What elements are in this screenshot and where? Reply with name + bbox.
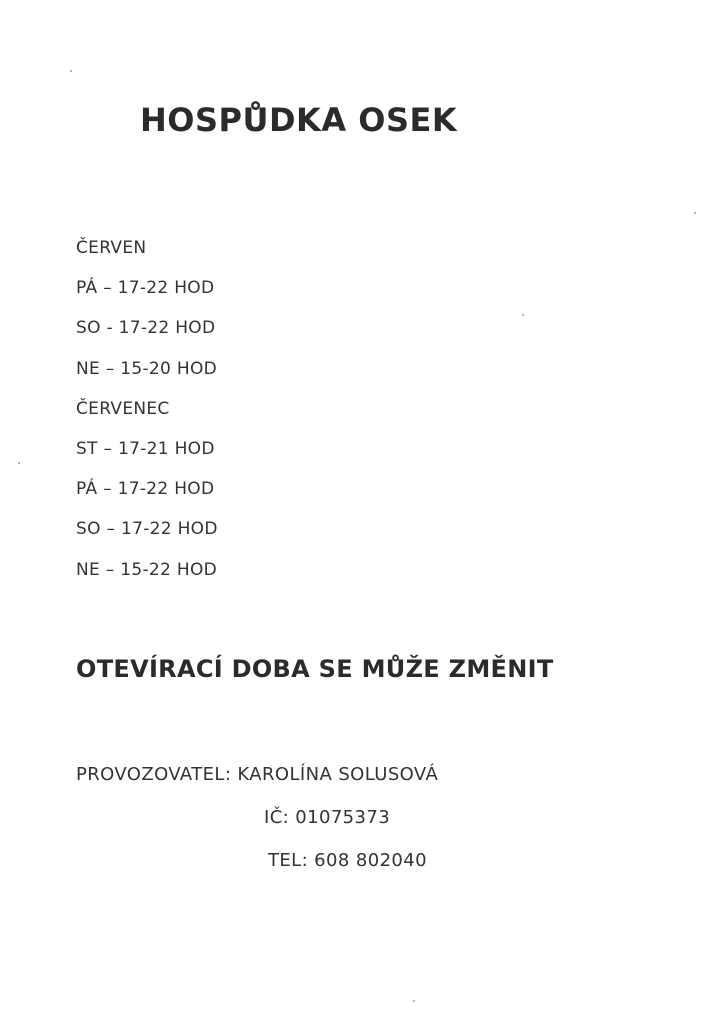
scan-speck [522, 314, 524, 316]
scan-speck [413, 1000, 415, 1002]
hours-line: NE – 15-22 HOD [76, 559, 218, 580]
scan-speck [70, 70, 72, 72]
phone-line: TEL: 608 802040 [268, 850, 427, 871]
hours-line: PÁ – 17-22 HOD [76, 479, 215, 500]
document-title: HOSPŮDKA OSEK [140, 101, 458, 139]
operator-line: PROVOZOVATEL: KAROLÍNA SOLUSOVÁ [76, 764, 439, 785]
opening-hours-list [76, 237, 218, 599]
month-heading-july: ČERVENEC [76, 398, 170, 419]
hours-line: ST – 17-21 HOD [76, 438, 215, 459]
hours-line: SO - 17-22 HOD [76, 318, 216, 339]
scan-speck [694, 212, 696, 214]
hours-line: SO – 17-22 HOD [76, 519, 218, 540]
month-heading-june: ČERVEN [76, 238, 147, 258]
hours-line: PÁ – 17-22 HOD [76, 278, 215, 299]
hours-line: NE – 15-20 HOD [76, 358, 218, 379]
scan-speck [18, 462, 20, 464]
hours-change-notice: OTEVÍRACÍ DOBA SE MŮŽE ZMĚNIT [76, 655, 554, 683]
company-id-line: IČ: 01075373 [264, 807, 391, 828]
